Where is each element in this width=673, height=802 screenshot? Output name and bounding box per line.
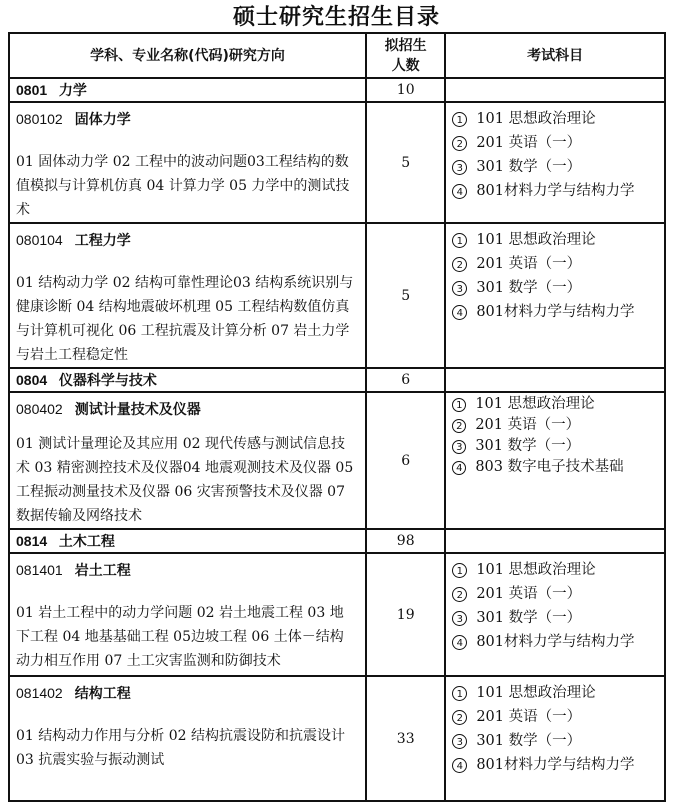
category-exams-empty [445,78,665,102]
major-code: 081401 [16,562,63,578]
major-row [9,676,665,801]
major-name: 工程力学 [74,233,131,249]
major-code: 080102 [16,111,63,127]
circled-number-3-icon: 3 [452,281,467,296]
circled-number-1-icon: 1 [452,686,467,701]
major-row [9,223,665,368]
category-name: 力学 [58,82,87,98]
category-code: 0804 [16,372,48,388]
table-header-row [9,33,665,78]
major-name-cell [9,392,366,529]
circled-number-3-icon: 3 [452,734,467,749]
exam-label: 301 数学（一） [475,438,581,454]
category-count: 6 [366,368,445,392]
exam-item [452,415,660,436]
category-exams-empty [445,529,665,553]
exam-subjects [445,102,665,223]
exam-label: 801材料力学与结构力学 [476,183,635,199]
circled-number-3-icon: 3 [452,440,466,454]
exam-label: 301 数学（一） [476,733,582,749]
category-code: 0801 [16,82,48,98]
exam-label: 101 思想政治理论 [475,396,595,412]
circled-number-3-icon: 3 [452,611,467,626]
circled-number-2-icon: 2 [452,136,467,151]
exam-item [452,457,660,478]
circled-number-1-icon: 1 [452,233,467,248]
circled-number-4-icon: 4 [452,461,466,475]
exam-item [452,681,660,705]
category-name-cell [9,78,366,102]
exam-label: 301 数学（一） [476,610,582,626]
exam-subjects [445,676,665,801]
exam-item [452,228,660,252]
exam-subjects [445,553,665,676]
major-name-cell [9,223,366,368]
circled-number-4-icon: 4 [452,184,467,199]
exam-label: 201 英语（一） [476,709,582,725]
major-count: 33 [366,676,445,801]
category-row [9,368,665,392]
exam-label: 801材料力学与结构力学 [476,304,635,320]
category-name-cell [9,368,366,392]
category-code: 0814 [16,533,48,549]
circled-number-4-icon: 4 [452,758,467,773]
major-code: 080402 [16,401,63,417]
exam-label: 201 英语（一） [476,135,582,151]
category-count: 10 [366,78,445,102]
category-name: 土木工程 [58,533,115,549]
exam-item [452,729,660,753]
exam-item [452,753,660,777]
exam-item [452,582,660,606]
exam-label: 201 英语（一） [476,586,582,602]
header-enrollment-count [366,33,445,78]
header-count-line2: 人数 [391,57,420,74]
research-directions: 01 固体动力学 02 工程中的波动问题03工程结构的数值模拟与计算机仿真 04 计算力学 05 力学中的测试技术 [16,154,350,218]
circled-number-1-icon: 1 [452,112,467,127]
major-count: 5 [366,223,445,368]
major-name: 结构工程 [74,686,131,702]
exam-item [452,131,660,155]
exam-item [452,252,660,276]
major-name: 固体力学 [74,112,131,128]
exam-label: 101 思想政治理论 [476,232,596,248]
major-name-cell [9,553,366,676]
exam-item [452,705,660,729]
exam-label: 101 思想政治理论 [476,562,596,578]
major-name-cell [9,676,366,801]
major-count: 6 [366,392,445,529]
circled-number-1-icon: 1 [452,398,466,412]
circled-number-2-icon: 2 [452,587,467,602]
exam-label: 801材料力学与结构力学 [476,757,635,773]
category-row [9,78,665,102]
header-exam-subjects: 考试科目 [445,33,665,78]
exam-item [452,300,660,324]
circled-number-4-icon: 4 [452,635,467,650]
research-directions: 01 测试计量理论及其应用 02 现代传感与测试信息技术 03 精密测控技术及仪器04 地震观测技术及仪器 05 工程振动测量技术及仪器 06 灾害预警技术及仪器 07 数据传输及网络技术 [16,436,354,524]
circled-number-4-icon: 4 [452,305,467,320]
research-directions: 01 岩土工程中的动力学问题 02 岩土地震工程 03 地下工程 04 地基基础工程 05边坡工程 06 土体－结构动力相互作用 07 土工灾害监测和防御技术 [16,605,344,669]
header-count-line1: 拟招生 [384,37,427,54]
major-name: 测试计量技术及仪器 [74,402,201,418]
circled-number-2-icon: 2 [452,710,467,725]
exam-item [452,179,660,203]
category-name-cell [9,529,366,553]
research-directions: 01 结构动力学 02 结构可靠性理论03 结构系统识别与健康诊断 04 结构地震破坏机理 05 工程结构数值仿真与计算机可视化 06 工程抗震及计算分析 07 岩土力学与岩土工程稳定性 [16,275,354,363]
major-name-cell [9,102,366,223]
major-row [9,392,665,529]
circled-number-2-icon: 2 [452,257,467,272]
major-count: 19 [366,553,445,676]
major-name: 岩土工程 [74,563,131,579]
admissions-catalog-table [8,32,666,802]
exam-label: 101 思想政治理论 [476,685,596,701]
circled-number-1-icon: 1 [452,563,467,578]
major-row [9,553,665,676]
exam-label: 201 英语（一） [475,417,581,433]
exam-item [452,394,660,415]
circled-number-2-icon: 2 [452,419,466,433]
category-count: 98 [366,529,445,553]
major-code: 080104 [16,232,63,248]
exam-label: 101 思想政治理论 [476,111,596,127]
exam-item [452,436,660,457]
exam-label: 803 数字电子技术基础 [475,459,624,475]
category-name: 仪器科学与技术 [58,372,157,388]
major-count: 5 [366,102,445,223]
exam-label: 801材料力学与结构力学 [476,634,635,650]
page-title: 硕士研究生招生目录 [232,4,440,30]
exam-label: 301 数学（一） [476,159,582,175]
category-exams-empty [445,368,665,392]
category-row [9,529,665,553]
major-row [9,102,665,223]
exam-item [452,107,660,131]
exam-subjects [445,223,665,368]
exam-label: 201 英语（一） [476,256,582,272]
exam-subjects [445,392,665,529]
exam-label: 301 数学（一） [476,280,582,296]
exam-item [452,630,660,654]
exam-item [452,606,660,630]
header-major-name: 学科、专业名称(代码)研究方向 [9,33,366,78]
research-directions: 01 结构动力作用与分析 02 结构抗震设防和抗震设计 03 抗震实验与振动测试 [16,728,345,768]
exam-item [452,155,660,179]
exam-item [452,276,660,300]
circled-number-3-icon: 3 [452,160,467,175]
exam-item [452,558,660,582]
major-code: 081402 [16,685,63,701]
